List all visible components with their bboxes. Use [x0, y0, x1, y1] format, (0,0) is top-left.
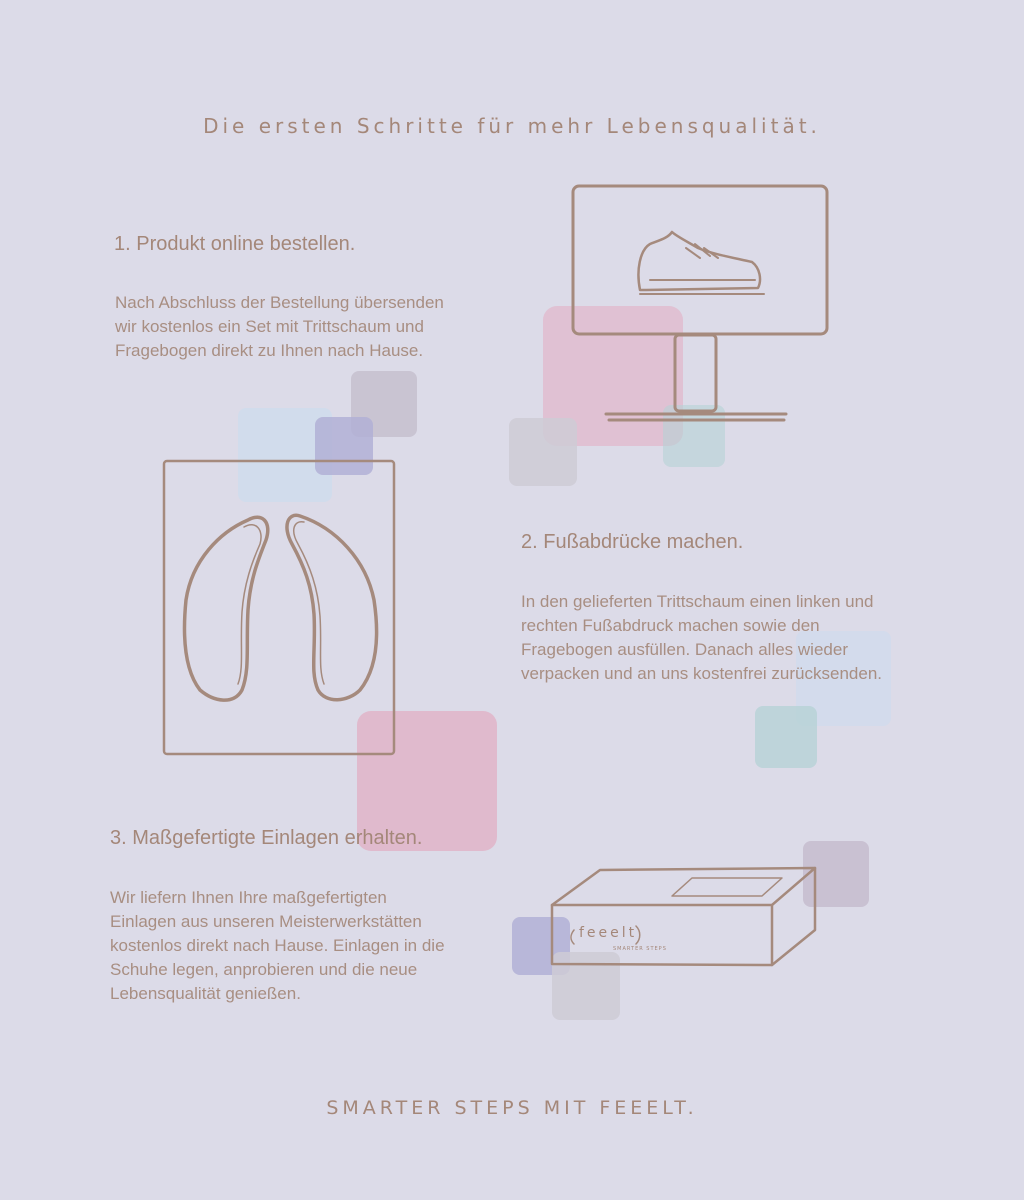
- box-brand: feeelt: [579, 925, 638, 941]
- step-3-line: Lebensqualität genießen.: [110, 984, 301, 1003]
- step-3-text: [110, 886, 445, 1006]
- step-1-title: 1. Produkt online bestellen.: [114, 233, 356, 255]
- deco-square-purple-1: [315, 417, 373, 475]
- step-1-line: Fragebogen direkt zu Ihnen nach Hause.: [115, 341, 424, 360]
- step-2-line: In den gelieferten Trittschaum einen linken und: [521, 592, 874, 611]
- step-1-line: wir kostenlos ein Set mit Trittschaum und: [115, 317, 424, 336]
- step-2-line: Fragebogen ausfüllen. Danach alles wieder: [521, 640, 848, 659]
- page-title: Die ersten Schritte für mehr Lebensqualität.: [203, 114, 821, 138]
- step-3-line: kostenlos direkt nach Hause. Einlagen in die: [110, 936, 445, 955]
- deco-square-teal-2: [755, 706, 817, 768]
- footer-slogan: SMARTER STEPS MIT FEEELT.: [326, 1097, 698, 1119]
- deco-square-gray-1: [509, 418, 577, 486]
- deco-square-gray-3: [803, 841, 869, 907]
- step-3-title: 3. Maßgefertigte Einlagen erhalten.: [110, 827, 423, 849]
- step-2-line: rechten Fußabdruck machen sowie den: [521, 616, 820, 635]
- step-2-line: verpacken und an uns kostenfrei zurücksenden.: [521, 664, 883, 683]
- step-1-line: Nach Abschluss der Bestellung übersenden: [115, 293, 444, 312]
- step-1-text: [115, 291, 444, 363]
- deco-square-gray-4: [552, 952, 620, 1020]
- step-3-line: Wir liefern Ihnen Ihre maßgefertigten: [110, 888, 387, 907]
- step-2-title: 2. Fußabdrücke machen.: [521, 531, 744, 553]
- box-tagline: SMARTER STEPS: [613, 946, 667, 952]
- deco-square-teal-1: [663, 405, 725, 467]
- step-3-line: Schuhe legen, anprobieren und die neue: [110, 960, 418, 979]
- step-3-line: Einlagen aus unseren Meisterwerkstätten: [110, 912, 422, 931]
- step-2-text: [521, 590, 882, 686]
